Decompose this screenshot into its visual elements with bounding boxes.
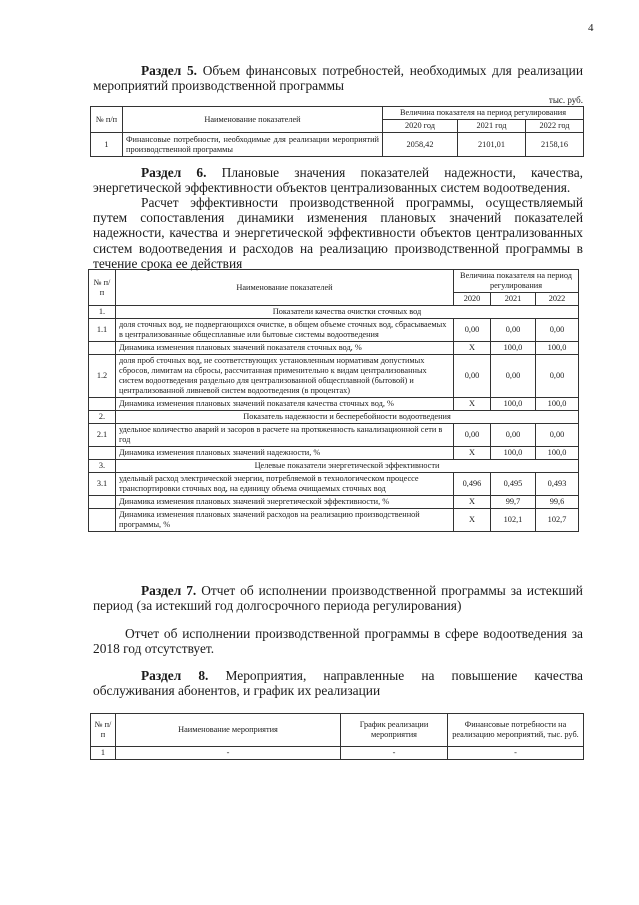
row-value: X	[454, 496, 491, 509]
row-value: 100,0	[491, 398, 536, 411]
row-value: 99,7	[491, 496, 536, 509]
row-value: 0,00	[536, 355, 579, 398]
table-row	[91, 747, 584, 760]
table-row	[89, 447, 579, 460]
indicators-table	[88, 269, 579, 532]
row-value: 100,0	[536, 447, 579, 460]
header-num: № п/п	[89, 270, 116, 306]
group-title: Целевые показатели энергетической эффективности	[116, 460, 579, 473]
row-num: 1	[91, 133, 123, 157]
row-value: 0,495	[491, 473, 536, 496]
activities-table	[90, 713, 584, 760]
row-num: 1.2	[89, 355, 116, 398]
table-row	[89, 319, 579, 342]
row-value: 0,496	[454, 473, 491, 496]
header-year: 2022	[536, 293, 579, 306]
section5-unit: тыс. руб.	[548, 95, 583, 105]
section7-label: Раздел 7.	[141, 583, 197, 598]
page-number: 4	[588, 22, 594, 34]
row-value: X	[454, 447, 491, 460]
row-name: Финансовые потребности, необходимые для реализации мероприятий производственной программы	[123, 133, 383, 157]
header-period: Величина показателя на период регулирования	[454, 270, 579, 293]
row-num: 3.1	[89, 473, 116, 496]
section5-heading	[93, 63, 583, 93]
row-name: доля сточных вод, не подвергающихся очистке, в общем объеме сточных вод, сбрасываемых в централизованные общесплавные или бытовые системы водоотведения	[116, 319, 454, 342]
header-year: 2020	[454, 293, 491, 306]
group-row	[89, 460, 579, 473]
row-value: 100,0	[536, 398, 579, 411]
table-row	[91, 133, 584, 157]
section7-title: Отчет об исполнении производственной программы за истекший период (за истекший год долгосрочного периода регулирования)	[93, 583, 583, 614]
row-value: 0,00	[454, 355, 491, 398]
row-financing: -	[448, 747, 584, 760]
section6-text: Расчет эффективности производственной программы, осуществляемый путем сопоставления динамики изменения плановых значений показателей надежности, качества и энергетической эффективности объектов централизованных систем водоотведения и расходов на реализацию производственной программы в течение срока ее действия	[93, 195, 583, 271]
row-value: 0,00	[536, 424, 579, 447]
header-year: 2022 год	[526, 120, 584, 133]
header-num: № п/п	[91, 714, 116, 747]
table-row	[89, 355, 579, 398]
row-value: 99,6	[536, 496, 579, 509]
section7-heading	[93, 583, 583, 613]
table-row	[89, 509, 579, 532]
table-row	[89, 424, 579, 447]
header-name: Наименование показателей	[123, 107, 383, 133]
row-num: 1	[91, 747, 116, 760]
row-value: 100,0	[536, 342, 579, 355]
group-row	[89, 306, 579, 319]
section6-label: Раздел 6.	[141, 165, 207, 180]
section5-label: Раздел 5.	[141, 63, 197, 78]
row-name: Динамика изменения плановых значений энергетической эффективности, %	[116, 496, 454, 509]
row-name: удельное количество аварий и засоров в расчете на протяженность канализационной сети в год	[116, 424, 454, 447]
row-value: 0,00	[491, 355, 536, 398]
row-num	[89, 342, 116, 355]
header-year: 2021	[491, 293, 536, 306]
row-num: 2.1	[89, 424, 116, 447]
section7-text: Отчет об исполнении производственной программы в сфере водоотведения за 2018 год отсутствует.	[93, 626, 583, 657]
row-value: 100,0	[491, 447, 536, 460]
row-value: 0,00	[536, 319, 579, 342]
row-num: 1.1	[89, 319, 116, 342]
row-value: 0,00	[454, 319, 491, 342]
row-name: Динамика изменения плановых значений показателя качества сточных вод, %	[116, 398, 454, 411]
section8-label: Раздел 8.	[141, 668, 209, 683]
row-value: X	[454, 342, 491, 355]
row-value: 2058,42	[383, 133, 458, 157]
row-value: 102,1	[491, 509, 536, 532]
row-name: доля проб сточных вод, не соответствующих установленным нормативам допустимых сбросов, лимитам на сбросы, рассчитанная применительно к видам централизованных систем водоотведения раздельно для централизованной общесплавной (бытовой) и централизованной ливневой систем водоотведения (в процентах)	[116, 355, 454, 398]
section6-title: Плановые значения показателей надежности, качества, энергетической эффективности объектов централизованных систем водоотведения.	[93, 165, 583, 196]
row-name: Динамика изменения плановых значений надежности, %	[116, 447, 454, 460]
row-num: 3.	[89, 460, 116, 473]
header-schedule: График реализации мероприятия	[341, 714, 448, 747]
row-name: Динамика изменения плановых значений показателя сточных вод, %	[116, 342, 454, 355]
header-name: Наименование показателей	[116, 270, 454, 306]
row-value: 0,493	[536, 473, 579, 496]
row-value: 0,00	[491, 424, 536, 447]
row-num	[89, 509, 116, 532]
header-name: Наименование мероприятия	[116, 714, 341, 747]
row-name: Динамика изменения плановых значений расходов на реализацию производственной программы, %	[116, 509, 454, 532]
row-value: 102,7	[536, 509, 579, 532]
group-title: Показатели качества очистки сточных вод	[116, 306, 579, 319]
row-num: 2.	[89, 411, 116, 424]
row-value: X	[454, 398, 491, 411]
section8-title: Мероприятия, направленные на повышение качества обслуживания абонентов, и график их реализации	[93, 668, 583, 699]
row-schedule: -	[341, 747, 448, 760]
row-value: 0,00	[491, 319, 536, 342]
row-value: 2158,16	[526, 133, 584, 157]
section8-heading	[93, 668, 583, 698]
section5-title: Объем финансовых потребностей, необходимых для реализации мероприятий производственной программы	[93, 63, 583, 94]
header-period: Величина показателя на период регулирования	[383, 107, 584, 120]
table-row	[89, 496, 579, 509]
row-num	[89, 447, 116, 460]
header-financing: Финансовые потребности на реализацию мероприятий, тыс. руб.	[448, 714, 584, 747]
table-row	[89, 398, 579, 411]
row-name: удельный расход электрической энергии, потребляемой в технологическом процессе транспортировки сточных вод, на единицу объема очищаемых сточных вод	[116, 473, 454, 496]
row-value: X	[454, 509, 491, 532]
row-value: 0,00	[454, 424, 491, 447]
row-name: -	[116, 747, 341, 760]
header-year: 2021 год	[458, 120, 526, 133]
table-row	[89, 342, 579, 355]
row-value: 100,0	[491, 342, 536, 355]
row-value: 2101,01	[458, 133, 526, 157]
row-num	[89, 496, 116, 509]
row-num: 1.	[89, 306, 116, 319]
header-year: 2020 год	[383, 120, 458, 133]
header-num: № п/п	[91, 107, 123, 133]
group-row	[89, 411, 579, 424]
table-row	[89, 473, 579, 496]
section6-heading	[93, 165, 583, 195]
row-num	[89, 398, 116, 411]
group-title: Показатель надежности и бесперебойности водоотведения	[116, 411, 579, 424]
financial-needs-table	[90, 106, 584, 157]
